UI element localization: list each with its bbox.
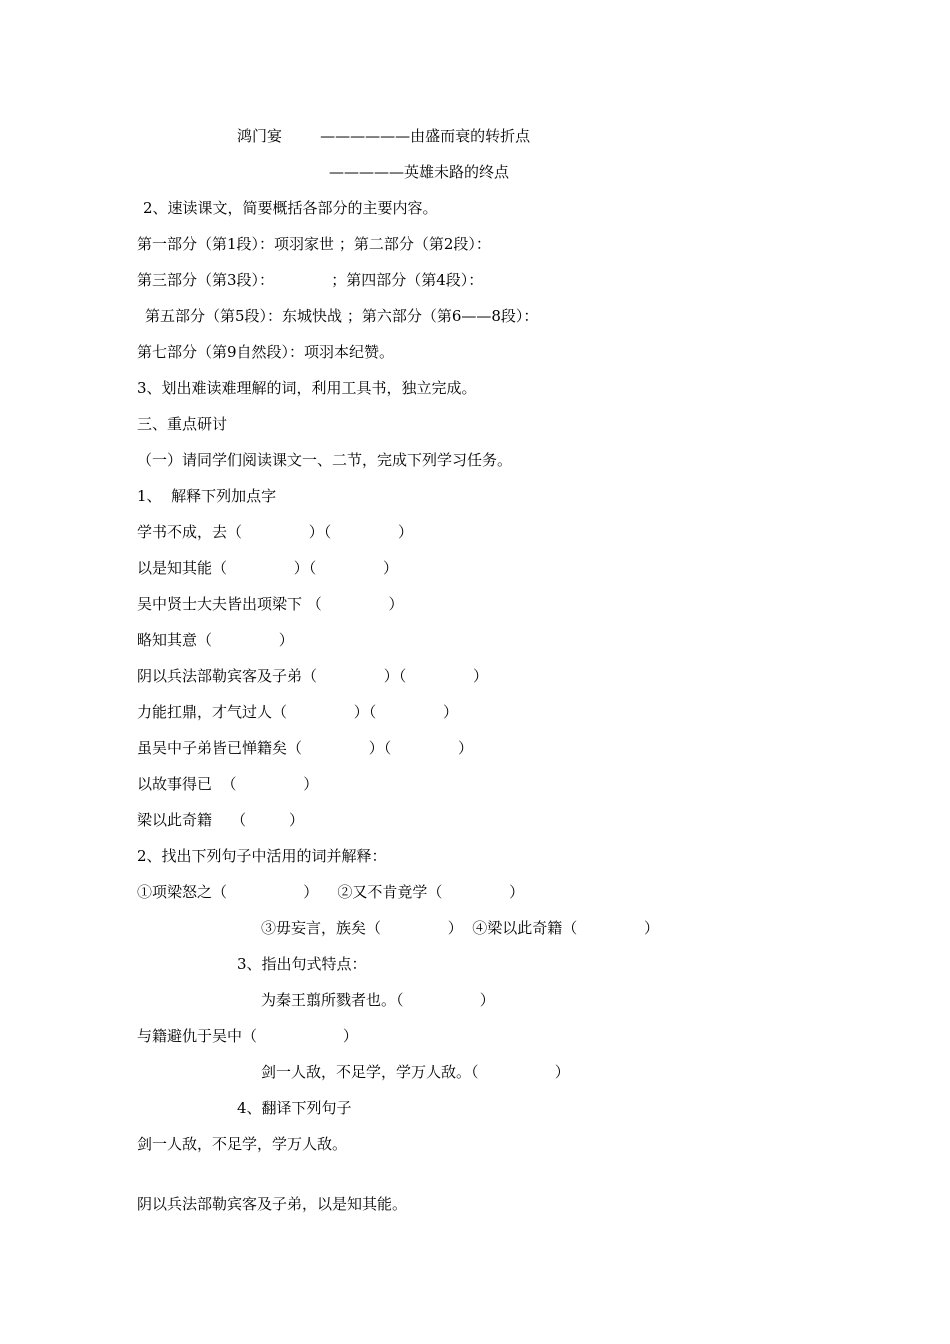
exercise-2-row-2: ③毋妄言，族矣（ ） ④梁以此奇籍（ ） [261, 919, 660, 937]
exercise-3-item-3: 剑一人敌，不足学，学万人敌。（ ） [261, 1063, 570, 1081]
exercise-1-item-9: 梁以此奇籍 （ ） [137, 811, 304, 829]
heading-line-1: 鸿门宴 ——————由盛而衰的转折点 [237, 127, 531, 145]
exercise-1-item-7: 虽吴中子弟皆已惮籍矣（ ）（ ） [137, 739, 474, 757]
section-3-heading: 三、重点研讨 [137, 415, 228, 433]
task-2-title: 2、速读课文，简要概括各部分的主要内容。 [143, 199, 438, 217]
exercise-4-item-2: 阴以兵法部勒宾客及子弟，以是知其能。 [137, 1195, 408, 1213]
subsection-1-heading: （一）请同学们阅读课文一、二节，完成下列学习任务。 [137, 451, 513, 469]
exercise-1-item-1: 学书不成，去（ ）（ ） [137, 523, 414, 541]
exercise-1-item-5: 阴以兵法部勒宾客及子弟（ ）（ ） [137, 667, 489, 685]
exercise-1-item-8: 以故事得已 （ ） [137, 775, 319, 793]
task-3-title: 3、划出难读难理解的词，利用工具书，独立完成。 [137, 379, 477, 397]
exercise-1-title: 1、 解释下列加点字 [137, 487, 277, 505]
exercise-1-item-2: 以是知其能（ ）（ ） [137, 559, 399, 577]
part-line-2: 第三部分（第3段）： ；第四部分（第4段）： [137, 271, 484, 289]
part-line-4: 第七部分（第9自然段）：项羽本纪赞。 [137, 343, 395, 361]
part-line-1: 第一部分（第1段）：项羽家世 ；第二部分（第2段）： [137, 235, 491, 253]
part-line-3: 第五部分（第5段）：东城快战 ；第六部分（第6——8段）： [145, 307, 539, 325]
exercise-3-item-1: 为秦王翦所戮者也。（ ） [261, 991, 495, 1009]
exercise-2-title: 2、找出下列句子中活用的词并解释： [137, 847, 387, 865]
exercise-1-item-3: 吴中贤士大夫皆出项梁下 （ ） [137, 595, 404, 613]
heading-line-2: —————英雄未路的终点 [329, 163, 510, 181]
exercise-2-row-1: ①项梁怒之（ ） ②又不肯竟学（ ） [137, 883, 525, 901]
exercise-4-item-1: 剑一人敌，不足学，学万人敌。 [137, 1135, 348, 1153]
exercise-1-item-4: 略知其意（ ） [137, 631, 294, 649]
exercise-4-title: 4、翻译下列句子 [237, 1099, 352, 1117]
exercise-3-title: 3、指出句式特点： [237, 955, 367, 973]
exercise-1-item-6: 力能扛鼎，才气过人（ ）（ ） [137, 703, 459, 721]
exercise-3-item-2: 与籍避仇于吴中（ ） [137, 1027, 358, 1045]
